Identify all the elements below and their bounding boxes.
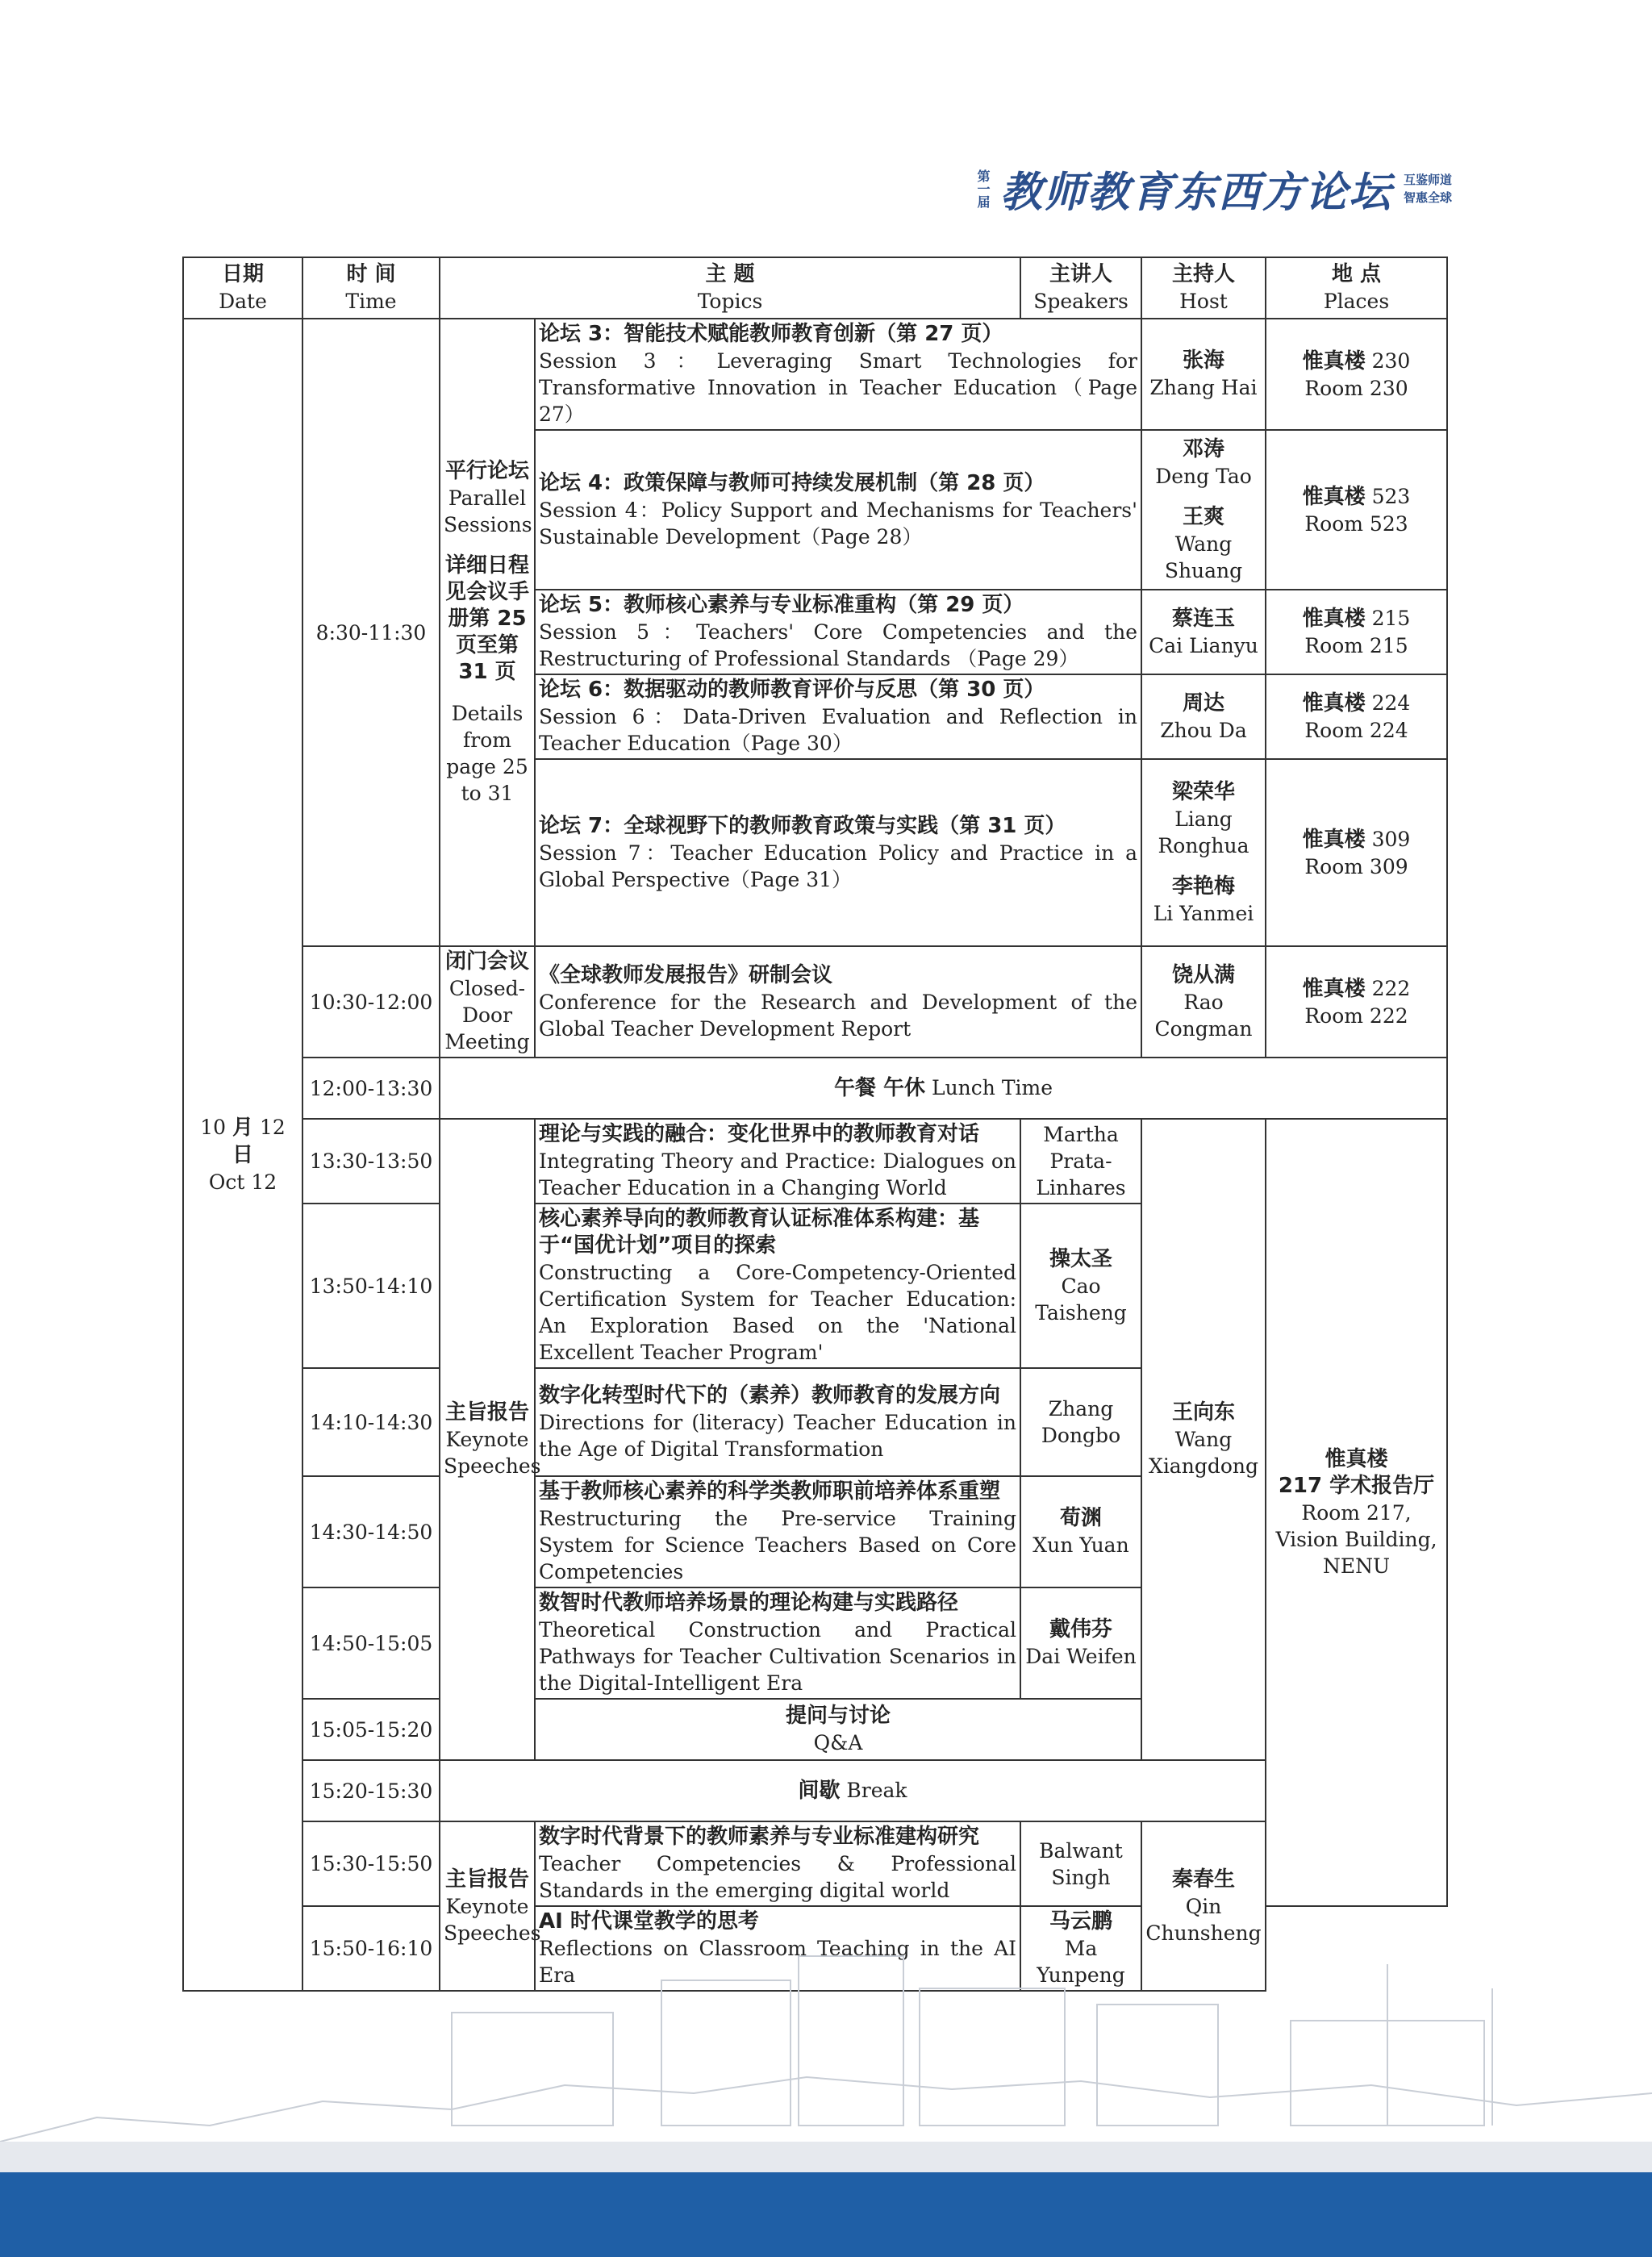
host-cell: 蔡连玉 Cai Lianyu [1141,590,1266,674]
session-topic: 论坛 4：政策保障与教师可持续发展机制（第 28 页） Session 4：Policy Support and Mechanisms for Teachers' Sustainable Development（Page 28） [535,430,1141,590]
talk-topic: 核心素养导向的教师教育认证标准体系构建：基于“国优计划”项目的探索 Constructing a Core-Competency-Oriented Certification System for Teacher Education: An Exploration Based on the 'National Excellent Teacher Program' [535,1204,1020,1368]
footer-band [0,2172,1652,2257]
speaker-cell: Martha Prata-Linhares [1020,1119,1141,1204]
place-cell: 惟真楼 215 Room 215 [1266,590,1447,674]
time-cell: 15:50-16:10 [302,1906,440,1991]
place-cell: 惟真楼 523 Room 523 [1266,430,1447,590]
time-cell: 14:10-14:30 [302,1368,440,1476]
logo-tagline-2: 智惠全球 [1403,190,1452,205]
date-cell: 10 月 12 日 Oct 12 [183,319,302,1991]
speaker-cell: 荀渊 Xun Yuan [1020,1476,1141,1587]
talk-topic: 数字时代背景下的教师素养与专业标准建构研究 Teacher Competencies & Professional Standards in the emerging digital world [535,1821,1020,1906]
table-header-row [183,257,1447,319]
place-cell-main: 惟真楼 217 学术报告厅 Room 217, Vision Building, NENU [1266,1119,1447,1906]
speaker-cell: 操太圣 Cao Taisheng [1020,1204,1141,1368]
table-row [183,946,1447,1058]
break-cell: 间歇 Break [440,1760,1266,1821]
time-cell: 15:30-15:50 [302,1821,440,1906]
session-topic: 论坛 3：智能技术赋能教师教育创新（第 27 页） Session 3：Leveraging Smart Technologies for Transformative Innovation in Teacher Education（Page 27） [535,319,1141,430]
place-cell: 惟真楼 224 Room 224 [1266,674,1447,759]
host-cell: 周达 Zhou Da [1141,674,1266,759]
col-speakers: 主讲人 Speakers [1020,257,1141,319]
col-topics: 主 题 Topics [440,257,1020,319]
qa-cell: 提问与讨论 Q&A [535,1699,1141,1760]
time-cell: 14:30-14:50 [302,1476,440,1587]
host-cell: 梁荣华 Liang Ronghua 李艳梅 Li Yanmei [1141,759,1266,946]
session-topic: 《全球教师发展报告》研制会议 Conference for the Research and Development of the Global Teacher Development Report [535,946,1141,1058]
col-date: 日期 Date [183,257,302,319]
place-cell: 惟真楼 309 Room 309 [1266,759,1447,946]
host-cell: 张海 Zhang Hai [1141,319,1266,430]
session-topic: 论坛 6：数据驱动的教师教育评价与反思（第 30 页） Session 6：Data-Driven Evaluation and Reflection in Teacher Education（Page 30） [535,674,1141,759]
talk-topic: 数智时代教师培养场景的理论构建与实践路径 Theoretical Construction and Practical Pathways for Teacher Cultivation Scenarios in the Digital-Intelligent Era [535,1587,1020,1699]
table-row [183,1119,1447,1204]
session-topic: 论坛 5：教师核心素养与专业标准重构（第 29 页） Session 5：Teachers' Core Competencies and the Restructuring of Professional Standards （Page 29） [535,590,1141,674]
host-cell: 秦春生 Qin Chunsheng [1141,1821,1266,1991]
session-type-keynote-2: 主旨报告 Keynote Speeches [440,1821,535,1991]
time-cell: 10:30-12:00 [302,946,440,1058]
logo-tagline-1: 互鉴师道 [1403,172,1452,187]
session-type-parallel: 平行论坛 Parallel Sessions 详细日程见会议手册第 25 页至第 31 页 Details from page 25 to 31 [440,319,535,946]
session-type-closed: 闭门会议 Closed-Door Meeting [440,946,535,1058]
session-topic: 论坛 7：全球视野下的教师教育政策与实践（第 31 页） Session 7：Teacher Education Policy and Practice in a Global Perspective（Page 31） [535,759,1141,946]
logo-prefix: 第一届 [974,169,991,208]
talk-topic: AI 时代课堂教学的思考 Reflections on Classroom Teaching in the AI Era [535,1906,1020,1991]
time-cell: 13:30-13:50 [302,1119,440,1204]
table-row [183,1058,1447,1119]
time-cell: 8:30-11:30 [302,319,440,946]
speaker-cell: 戴伟芬 Dai Weifen [1020,1587,1141,1699]
host-cell: 王向东 Wang Xiangdong [1141,1119,1266,1760]
talk-topic: 基于教师核心素养的科学类教师职前培养体系重塑 Restructuring the Pre-service Training System for Science Teachers Based on Core Competencies [535,1476,1020,1587]
speaker-cell: 马云鹏 Ma Yunpeng [1020,1906,1141,1991]
table-row [183,1760,1447,1821]
time-cell: 12:00-13:30 [302,1058,440,1119]
table-row [183,319,1447,430]
col-time: 时 间 Time [302,257,440,319]
schedule-table [182,257,1448,1992]
talk-topic: 数字化转型时代下的（素养）教师教育的发展方向 Directions for (literacy) Teacher Education in the Age of Digital Transformation [535,1368,1020,1476]
time-cell: 14:50-15:05 [302,1587,440,1699]
time-cell: 15:05-15:20 [302,1699,440,1760]
place-cell: 惟真楼 230 Room 230 [1266,319,1447,430]
table-row [183,1821,1447,1906]
logo-title: 教师教育东西方论坛 [999,168,1392,217]
col-host: 主持人 Host [1141,257,1266,319]
host-cell: 邓涛 Deng Tao 王爽 Wang Shuang [1141,430,1266,590]
time-cell: 13:50-14:10 [302,1204,440,1368]
place-cell: 惟真楼 222 Room 222 [1266,946,1447,1058]
speaker-cell: Zhang Dongbo [1020,1368,1141,1476]
lunch-cell: 午餐 午休 Lunch Time [440,1058,1447,1119]
campus-skyline-illustration [0,1932,1652,2174]
logo-tagline [1404,171,1452,207]
time-cell: 15:20-15:30 [302,1760,440,1821]
host-cell: 饶从满 Rao Congman [1141,946,1266,1058]
col-places: 地 点 Places [1266,257,1447,319]
talk-topic: 理论与实践的融合：变化世界中的教师教育对话 Integrating Theory and Practice: Dialogues on Teacher Education in a Changing World [535,1119,1020,1204]
speaker-cell: Balwant Singh [1020,1821,1141,1906]
forum-logo [974,158,1452,219]
session-type-keynote: 主旨报告 Keynote Speeches [440,1119,535,1760]
